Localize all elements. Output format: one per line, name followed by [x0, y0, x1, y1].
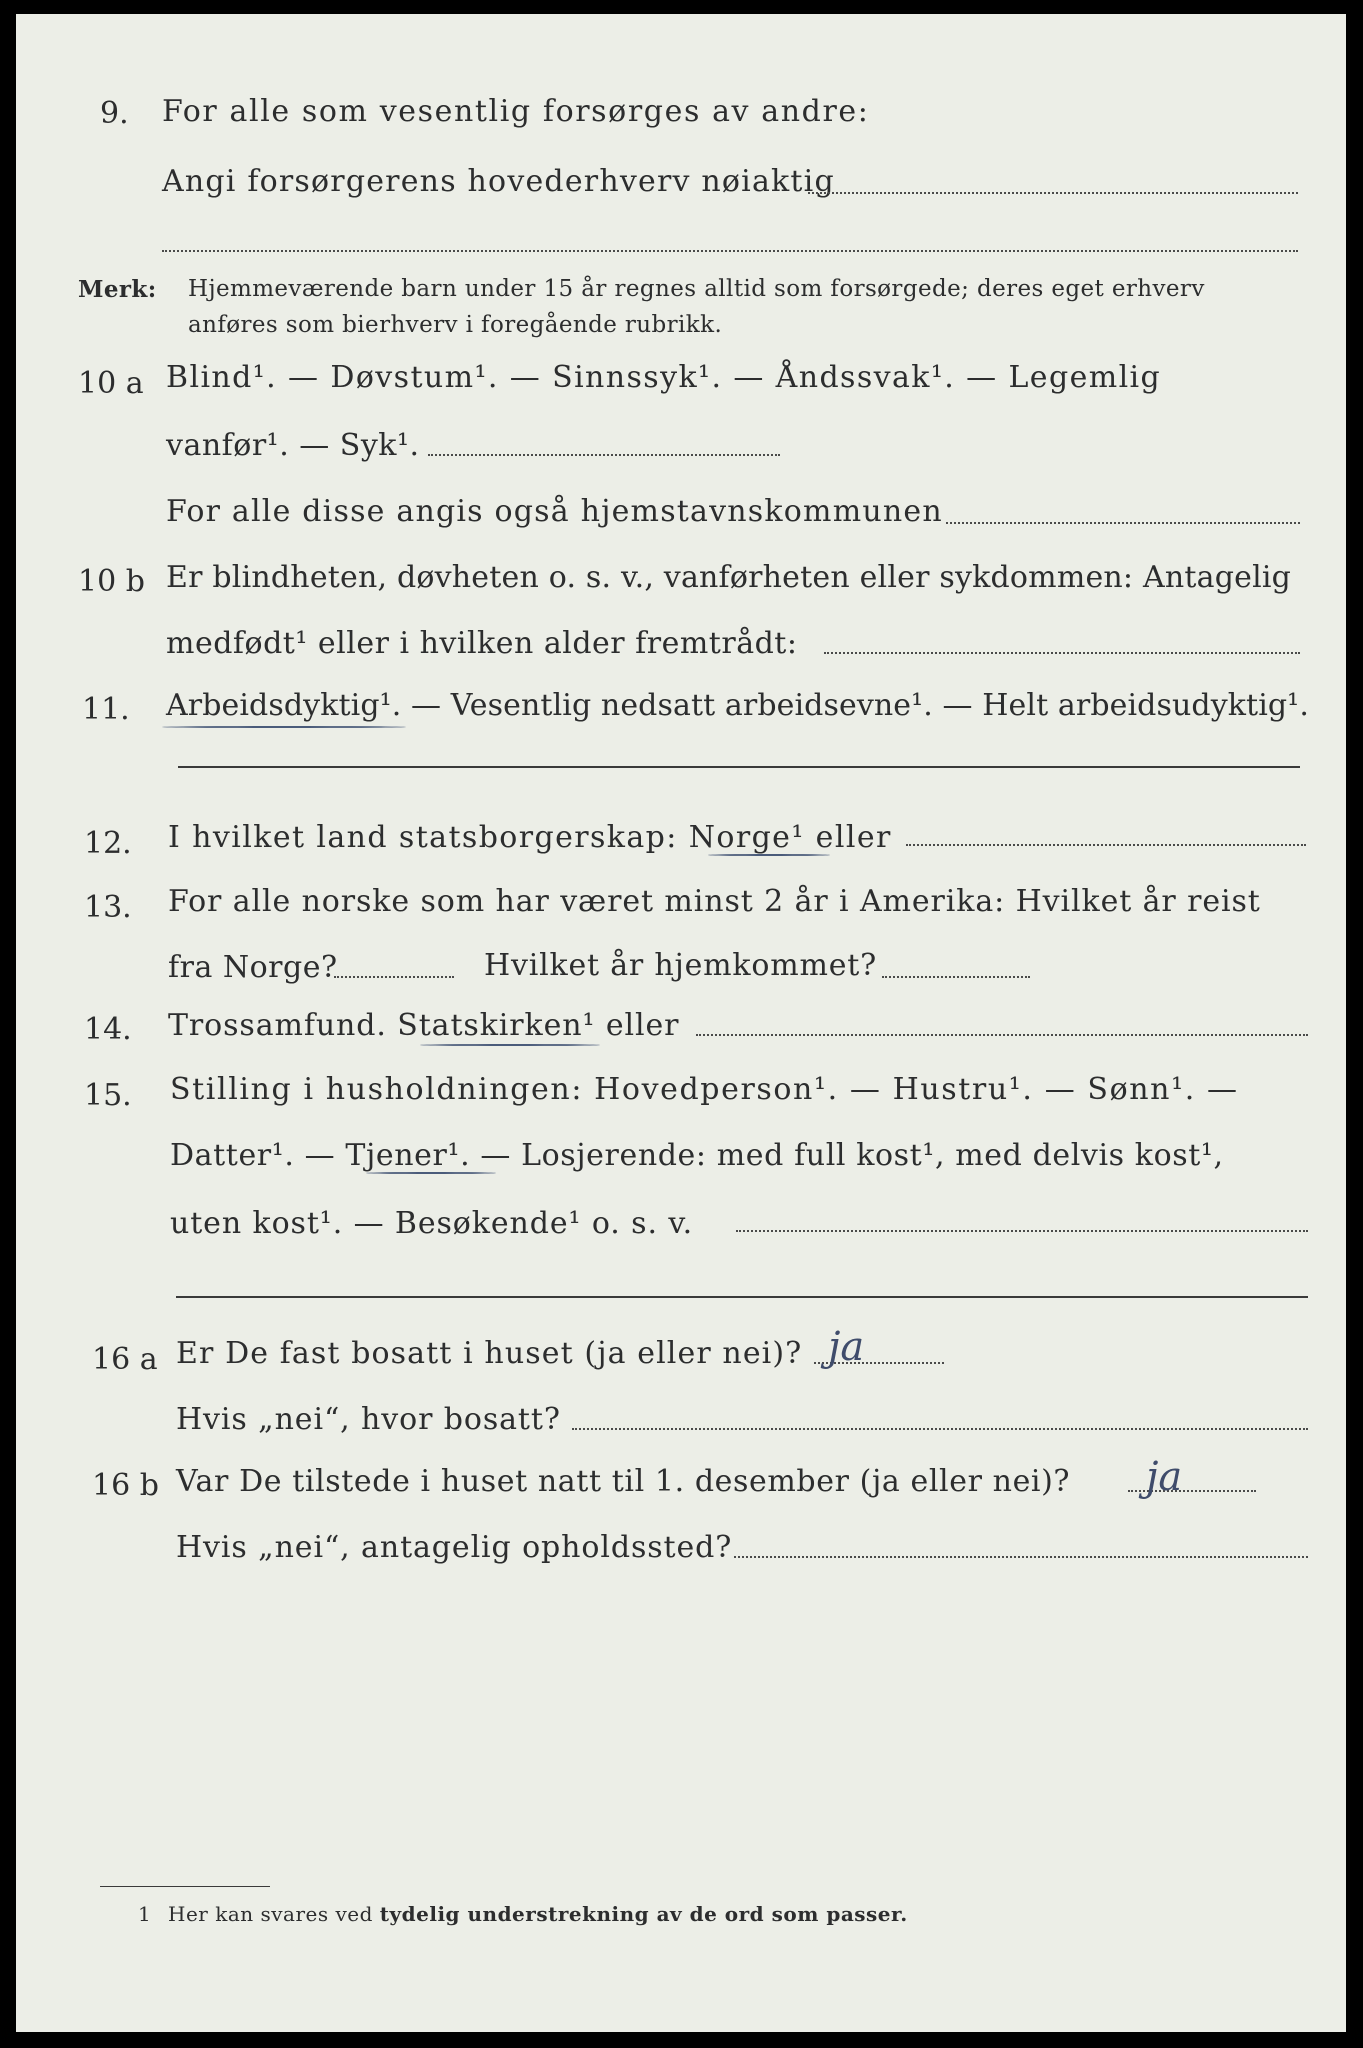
q13-hjemkommet-answer-line[interactable]	[882, 976, 1030, 978]
q11-separator	[178, 766, 1300, 768]
footnote-text-bold: tydelig understrekning av de ord som passer.	[379, 1902, 908, 1926]
q16b-line2: Hvis „nei“, antagelig opholdssted?	[176, 1530, 733, 1565]
q12-answer-line[interactable]	[906, 844, 1306, 846]
q10a-line1: Blind¹. — Døvstum¹. — Sinnssyk¹. — Åndssvak¹. — Legemlig	[166, 360, 1162, 395]
q16a-bosatt-answer-line[interactable]	[572, 1428, 1308, 1430]
q16a-handwritten-answer: ja	[828, 1324, 865, 1370]
q12-handwritten-underline	[708, 854, 830, 856]
q10b-line1: Er blindheten, døvheten o. s. v., vanførheten eller sykdommen: Antagelig	[166, 560, 1292, 595]
q11-line1: Arbeidsdyktig¹. — Vesentlig nedsatt arbeidsevne¹. — Helt arbeidsudyktig¹.	[166, 688, 1309, 723]
q14-number: 14.	[84, 1012, 132, 1047]
q15-answer-line[interactable]	[736, 1230, 1308, 1232]
q12-number: 12.	[84, 826, 132, 861]
footnote-mark: 1	[138, 1902, 152, 1926]
q9-answer-line[interactable]	[808, 192, 1298, 194]
q10b-answer-line[interactable]	[824, 652, 1300, 654]
q10a-number: 10 a	[78, 366, 144, 401]
q13-line2a: fra Norge?	[168, 950, 338, 985]
q10a-line2: vanfør¹. — Syk¹.	[166, 428, 420, 463]
q10a-syk-answer-line[interactable]	[428, 454, 780, 456]
q16a-line1: Er De fast bosatt i huset (ja eller nei)?	[176, 1336, 803, 1371]
q15-number: 15.	[84, 1078, 132, 1113]
q12-line1: I hvilket land statsborgerskap: Norge¹ eller	[168, 820, 892, 855]
q11-handwritten-underline	[162, 726, 406, 728]
q10a-kommune-answer-line[interactable]	[946, 522, 1300, 524]
q14-answer-line[interactable]	[696, 1034, 1308, 1036]
q10a-line3: For alle disse angis også hjemstavnskommunen	[166, 494, 943, 529]
q10b-number: 10 b	[78, 564, 145, 599]
q13-line2b: Hvilket år hjemkommet?	[484, 948, 878, 983]
q14-handwritten-underline	[420, 1044, 600, 1046]
q13-reist-answer-line[interactable]	[334, 976, 454, 978]
merk-label: Merk:	[78, 276, 157, 303]
q16b-handwritten-answer: ja	[1146, 1454, 1183, 1500]
q15-line2: Datter¹. — Tjener¹. — Losjerende: med full kost¹, med delvis kost¹,	[170, 1138, 1224, 1173]
q16b-line1: Var De tilstede i huset natt til 1. desember (ja eller nei)?	[176, 1464, 1071, 1499]
merk-line1: Hjemmeværende barn under 15 år regnes alltid som forsørgede; deres eget erhverv	[188, 276, 1205, 302]
q13-line1: For alle norske som har været minst 2 år i Amerika: Hvilket år reist	[168, 884, 1261, 919]
q13-number: 13.	[84, 890, 132, 925]
q15-line1: Stilling i husholdningen: Hovedperson¹. — Hustru¹. — Sønn¹. —	[170, 1072, 1239, 1107]
q15-line3: uten kost¹. — Besøkende¹ o. s. v.	[170, 1206, 694, 1241]
q9-line2: Angi forsørgerens hovederhverv nøiaktig	[162, 164, 835, 199]
footnote-separator	[100, 1886, 270, 1887]
q14-line1: Trossamfund. Statskirken¹ eller	[168, 1008, 680, 1043]
q16a-number: 16 a	[92, 1342, 158, 1377]
q15-separator	[176, 1296, 1308, 1298]
q16b-opholdssted-answer-line[interactable]	[734, 1556, 1308, 1558]
q11-number: 11.	[82, 692, 130, 727]
q16b-number: 16 b	[92, 1468, 159, 1503]
merk-line2: anføres som bierhverv i foregående rubrikk.	[188, 312, 723, 338]
q9-number: 9.	[100, 96, 129, 131]
q16a-line2: Hvis „nei“, hvor bosatt?	[176, 1402, 561, 1437]
footnote-text	[168, 1902, 908, 1926]
q9-answer-line-2[interactable]	[162, 250, 1298, 252]
q15-handwritten-underline	[366, 1172, 496, 1174]
q10b-line2: medfødt¹ eller i hvilken alder fremtrådt:	[166, 626, 798, 661]
census-form-page	[16, 14, 1346, 2032]
footnote-text-normal: Her kan svares ved	[168, 1902, 373, 1926]
q9-line1: For alle som vesentlig forsørges av andre:	[162, 94, 870, 129]
